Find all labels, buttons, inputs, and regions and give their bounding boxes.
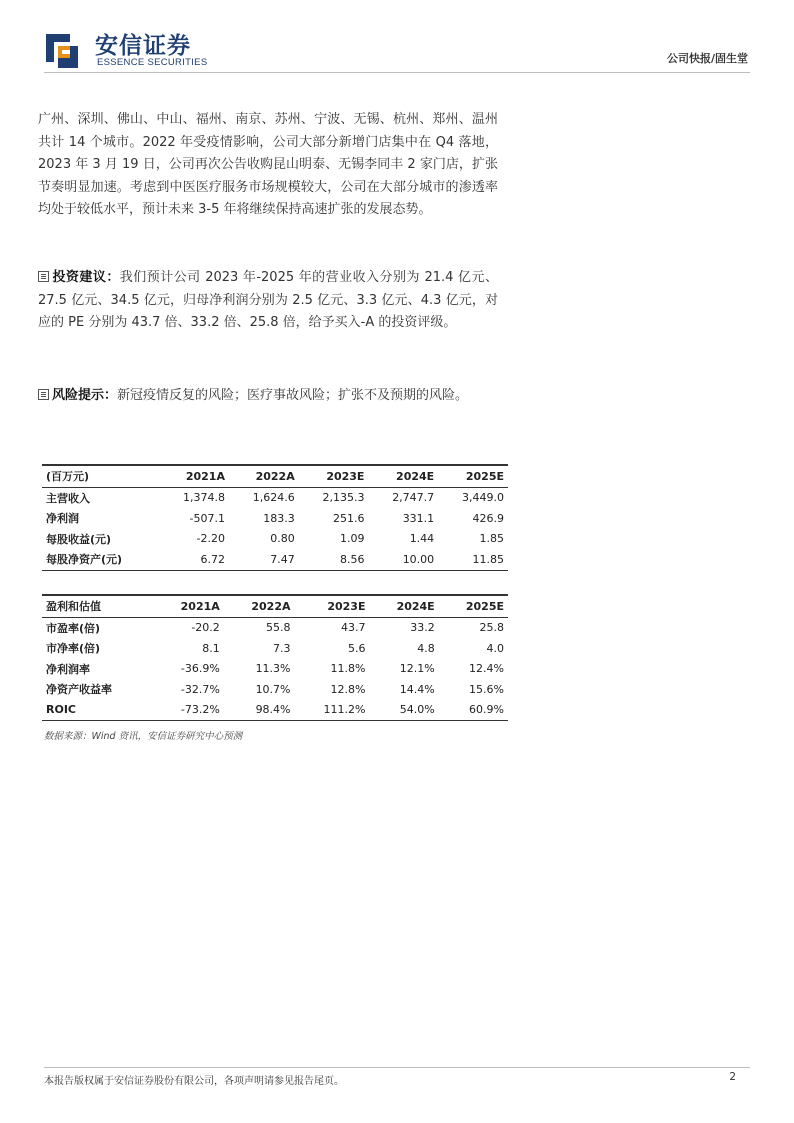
table-cell: 25.8 — [479, 621, 504, 635]
table-cell: 1.44 — [409, 532, 435, 546]
row-label: 主营收入 — [46, 491, 90, 505]
table-cell: -36.9% — [180, 662, 220, 676]
body-paragraph-expansion: 广州、深圳、佛山、中山、福州、南京、苏州、宁波、无锡、杭州、郑州、温州共计 14 个城市。2022 年受疫情影响，公司大部分新增门店集中在 Q4 落地，2023 年 3 月 19 日，公司再次公告收购昆山明泰、无锡李同丰 2 家门店，扩张节奏明显加速。考虑到中医医疗服务市场规模较大，公司在大部分城市的渗透率均处于较低水平，预计未来 3-5 年将继续保持高速扩张的发展态势。 — [38, 112, 498, 217]
table-cell: 5.6 — [347, 641, 366, 655]
table-cell: 60.9% — [469, 703, 504, 717]
table-cell: 183.3 — [263, 511, 295, 525]
table-cell: 7.3 — [273, 641, 291, 655]
essence-logo-icon — [44, 26, 80, 70]
header-divider — [44, 72, 750, 73]
column-header: 2024E — [396, 469, 435, 483]
footer-disclaimer: 本报告版权属于安信证券股份有限公司，各项声明请参见报告尾页。 — [44, 1076, 344, 1087]
column-header: (百万元) — [46, 470, 90, 484]
table-cell: 8.56 — [339, 552, 365, 566]
investment-advice-text: 我们预计公司 2023 年-2025 年的营业收入分别为 21.4 亿元、27.5 亿元、34.5 亿元，归母净利润分别为 2.5 亿元、3.3 亿元、4.3 亿元，对应的 PE 分别为 43.7 倍、33.2 倍、25.8 倍，给予买入-A 的投资评级。 — [38, 270, 498, 330]
table-cell: 12.4% — [469, 662, 504, 676]
page-number: 2 — [729, 1071, 736, 1083]
footer-divider — [44, 1067, 750, 1068]
table-row — [42, 659, 508, 680]
table-row — [42, 679, 508, 700]
table-cell: 98.4% — [255, 703, 291, 717]
column-header: 盈利和估值 — [46, 600, 101, 614]
table-cell: 11.3% — [255, 662, 291, 676]
table-cell: -73.2% — [180, 703, 220, 717]
column-header: 2025E — [465, 599, 504, 613]
table-cell: 1.09 — [339, 532, 365, 546]
bullet-list-icon — [38, 271, 49, 282]
table-row — [42, 487, 508, 508]
column-header: 2024E — [396, 599, 435, 613]
table-cell: 251.6 — [332, 511, 365, 525]
table-cell: 10.00 — [402, 552, 435, 566]
logo-cn-text: 安信证券 — [95, 33, 191, 59]
data-source-note: 数据来源：Wind 资讯，安信证券研究中心预测 — [44, 731, 243, 742]
table-cell: 426.9 — [472, 511, 504, 525]
column-header: 2022A — [251, 599, 291, 613]
row-label: 市净率(倍) — [46, 642, 101, 656]
table-cell: 43.7 — [340, 621, 366, 635]
row-label: 市盈率(倍) — [46, 621, 101, 635]
row-label: ROIC — [46, 703, 76, 717]
report-type-label: 公司快报/固生堂 — [666, 52, 748, 65]
column-header: 2023E — [326, 469, 365, 483]
row-label: 每股收益(元) — [46, 532, 112, 546]
table-cell: 14.4% — [399, 682, 435, 696]
column-header: 2021A — [185, 469, 225, 483]
row-label: 净资产收益率 — [46, 683, 112, 697]
table-cell: -32.7% — [180, 682, 220, 696]
investment-advice-label: 投资建议： — [52, 270, 120, 285]
table-cell: 7.47 — [270, 552, 295, 566]
table-cell: 12.1% — [399, 662, 435, 676]
table-cell: 10.7% — [255, 682, 291, 696]
table-header-row — [42, 465, 508, 487]
row-label: 净利润率 — [46, 662, 90, 676]
table-cell: 8.1 — [202, 641, 220, 655]
table-cell: 55.8 — [266, 621, 291, 635]
table-cell: -507.1 — [189, 511, 225, 525]
risk-warning-paragraph — [38, 385, 498, 408]
table-cell: 1,374.8 — [182, 491, 225, 505]
table-row — [42, 700, 508, 721]
table-cell: 15.6% — [469, 682, 504, 696]
row-label: 净利润 — [46, 512, 79, 526]
risk-warning-label: 风险提示： — [52, 388, 118, 403]
column-header: 2023E — [327, 599, 366, 613]
table-row — [42, 508, 508, 529]
column-header: 2022A — [255, 469, 295, 483]
table-cell: 6.72 — [200, 552, 225, 566]
table-cell: 1.85 — [479, 532, 504, 546]
table-cell: 331.1 — [402, 511, 435, 525]
table-cell: 11.85 — [472, 552, 504, 566]
table-cell: 12.8% — [330, 682, 366, 696]
page-header — [0, 0, 794, 80]
table-header-row — [42, 595, 508, 617]
table-cell: 111.2% — [323, 703, 366, 717]
table-row — [42, 549, 508, 570]
table-row — [42, 529, 508, 550]
column-header: 2025E — [465, 469, 504, 483]
table-cell: -20.2 — [191, 621, 220, 635]
table-row — [42, 638, 508, 659]
risk-warning-text: 新冠疫情反复的风险；医疗事故风险；扩张不及预期的风险。 — [117, 388, 469, 403]
table-cell: 11.8% — [330, 662, 366, 676]
table-row — [42, 617, 508, 638]
financial-summary-table — [42, 464, 508, 571]
table-cell: 1,624.6 — [252, 491, 295, 505]
table-cell: 2,747.7 — [392, 491, 435, 505]
table-cell: 4.0 — [486, 641, 504, 655]
table-cell: -2.20 — [196, 532, 225, 546]
logo-en-text: ESSENCE SECURITIES — [97, 57, 208, 68]
table-cell: 3,449.0 — [462, 491, 504, 505]
table-cell: 4.8 — [417, 641, 435, 655]
table-cell: 2,135.3 — [322, 491, 365, 505]
row-label: 每股净资产(元) — [46, 553, 123, 567]
table-cell: 0.80 — [270, 532, 295, 546]
valuation-table — [42, 594, 508, 721]
table-cell: 54.0% — [399, 703, 435, 717]
table-cell: 33.2 — [410, 621, 435, 635]
bullet-list-icon — [38, 389, 49, 400]
column-header: 2021A — [180, 599, 220, 613]
investment-advice-paragraph — [38, 267, 498, 335]
